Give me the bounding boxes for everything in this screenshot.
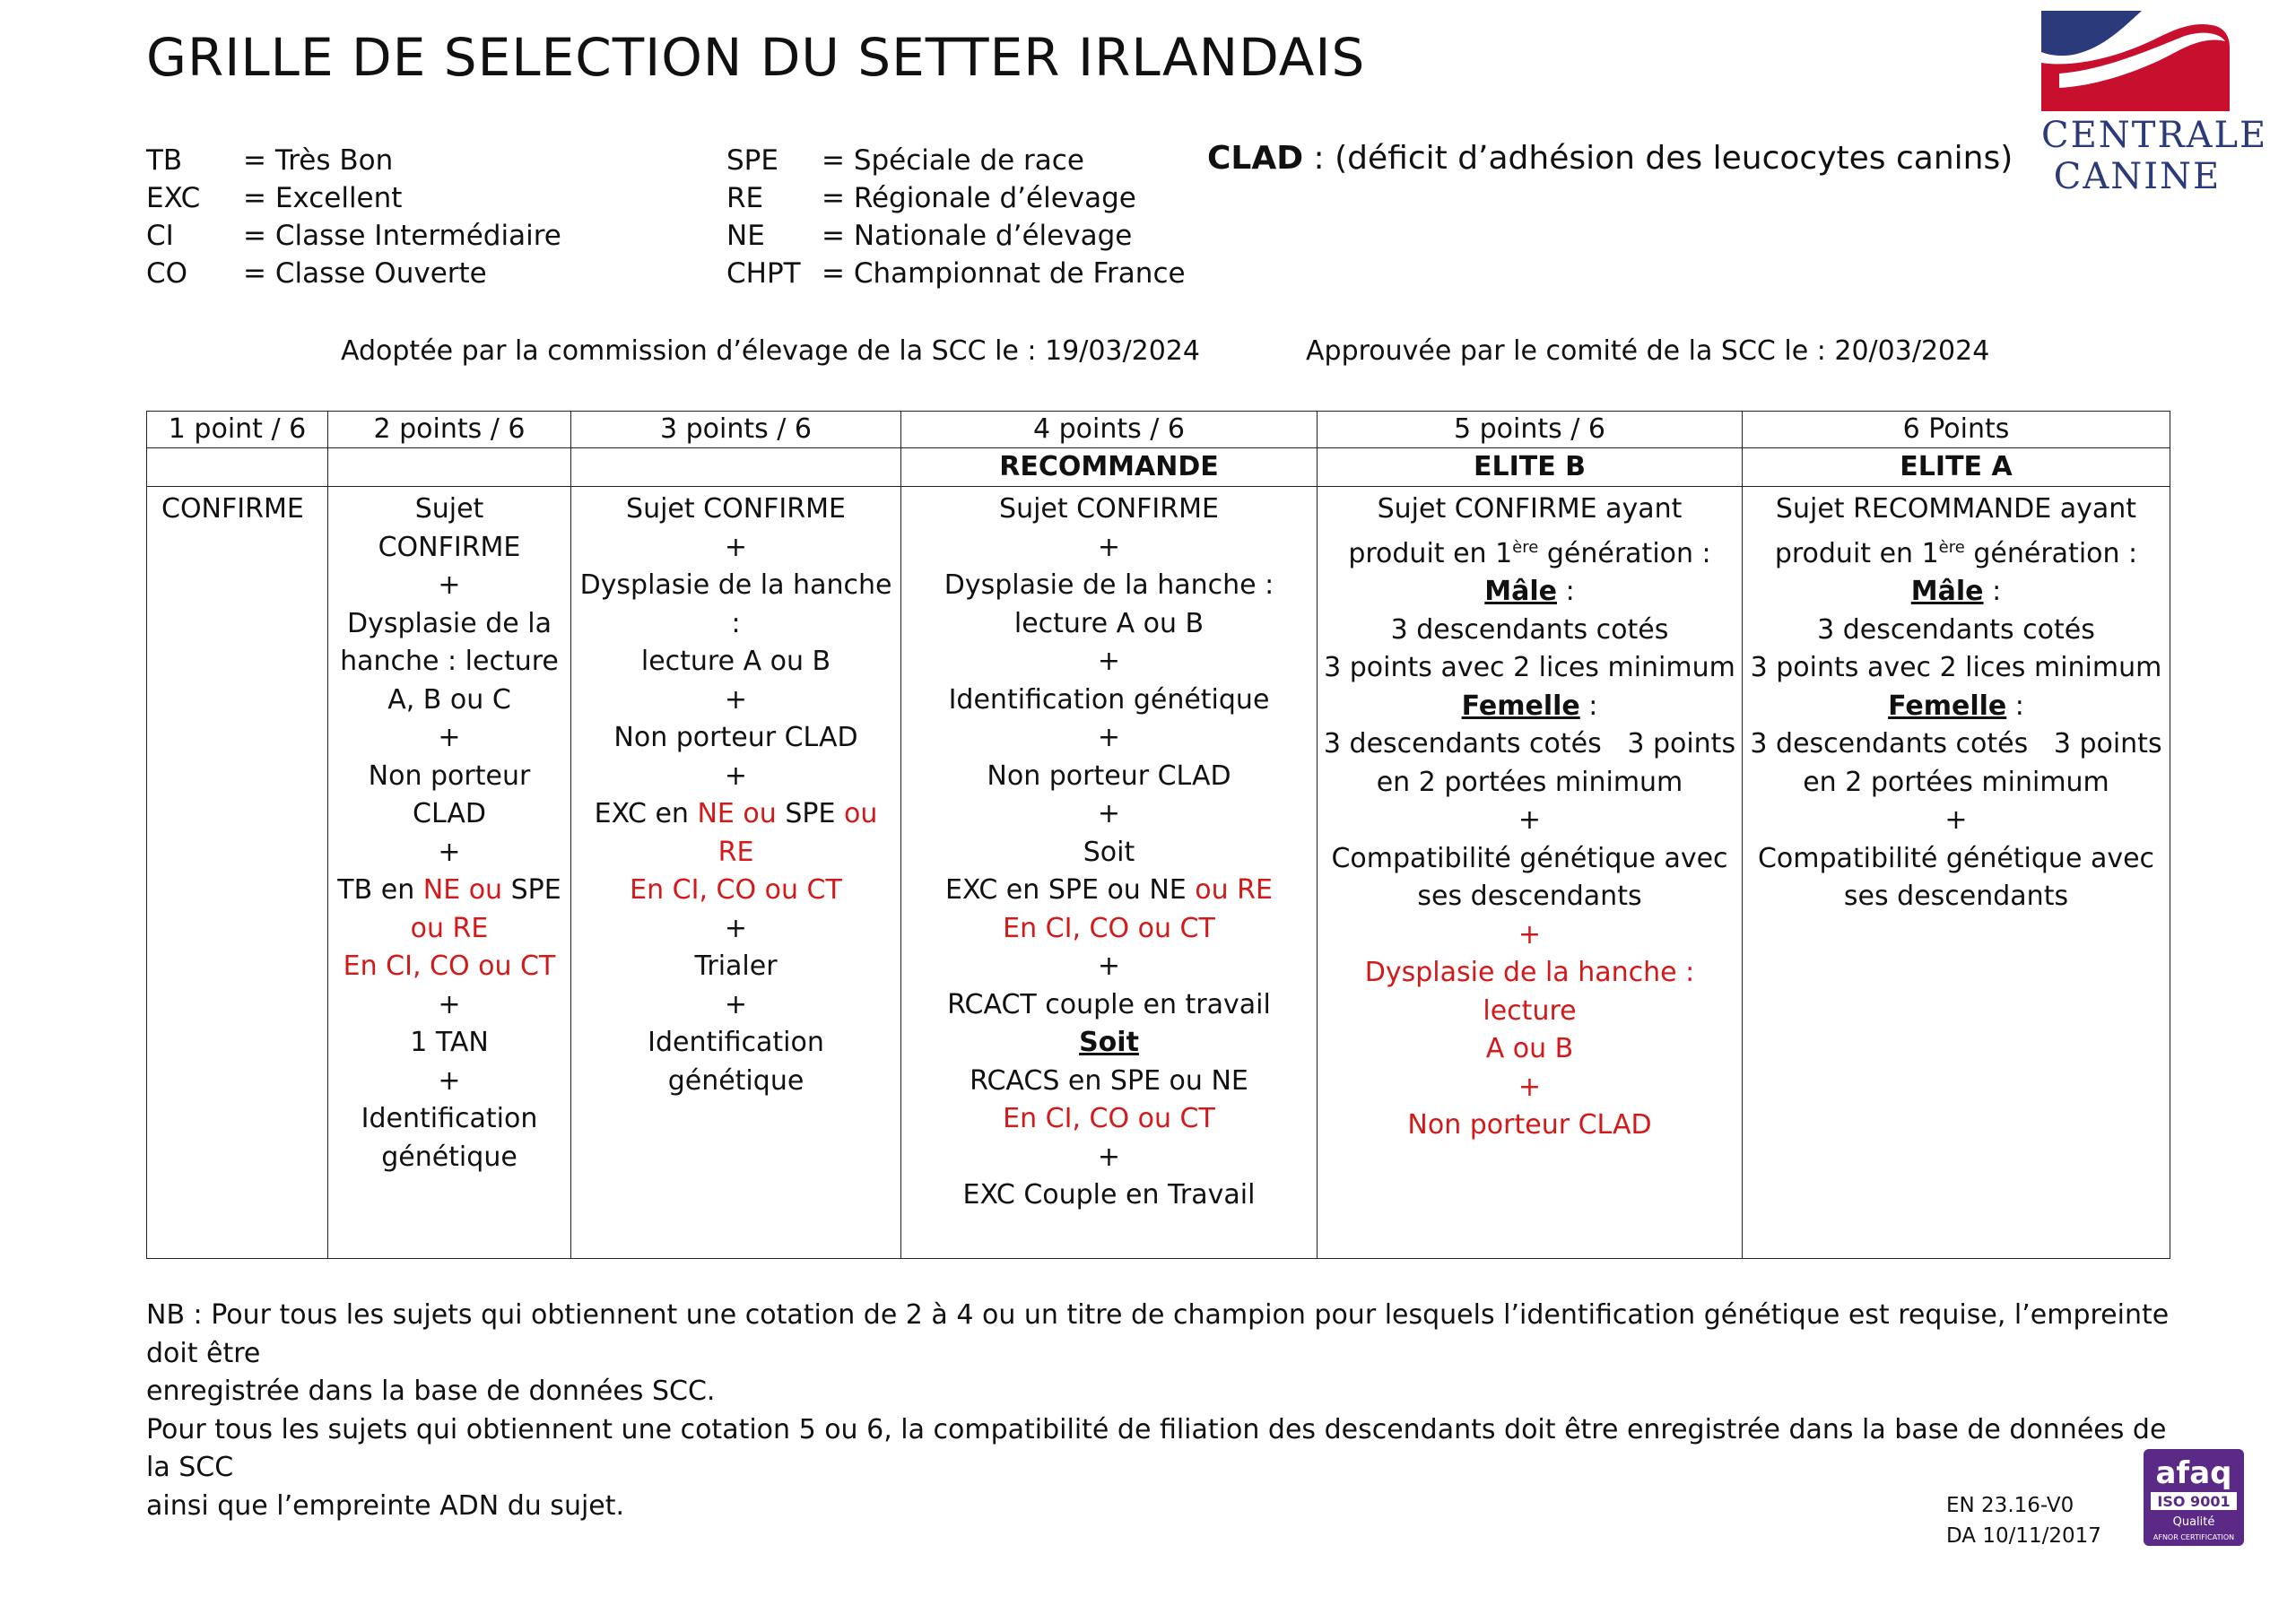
cell-line: En CI, CO ou CT: [1003, 1103, 1215, 1134]
cell-line: Sujet CONFIRME ayant: [1377, 493, 1683, 525]
header-row: [147, 412, 2170, 448]
cell-line: +: [724, 683, 748, 716]
cell-line: +: [724, 531, 748, 563]
cell-line: +: [1097, 531, 1121, 563]
cell-line: 3 descendants cotés: [1390, 613, 1669, 646]
legend-abbr: SPE: [726, 144, 778, 177]
cell-line: +: [1097, 1141, 1121, 1173]
legend-abbr: RE: [726, 182, 764, 214]
text-run: EXC en: [594, 798, 698, 829]
subheader-cell: [571, 448, 901, 487]
cell-line: 1 TAN: [410, 1027, 489, 1058]
nb-line: enregistrée dans la base de données SCC.: [146, 1376, 716, 1407]
cell-line: Sujet RECOMMANDE ayant: [1775, 493, 2137, 525]
legend-abbr: CO: [146, 257, 188, 290]
afaq-iso-logo: [2142, 1447, 2246, 1548]
subheader-cell: [328, 448, 571, 487]
cell-line: Dysplasie de la: [347, 607, 552, 639]
cell-line: +: [438, 1064, 461, 1097]
cell-line: +: [438, 836, 461, 868]
logo-line-1: CENTRALE: [2041, 115, 2268, 156]
cell-line: CONFIRME: [161, 493, 304, 525]
cell-line: en 2 portées minimum: [1376, 766, 1683, 798]
adopted-date: Adoptée par la commission d’élevage de la SCC le : 19/03/2024: [341, 335, 1200, 367]
legend-abbr: CHPT: [726, 257, 801, 290]
clad-def: : (déficit d’adhésion des leucocytes canins): [1303, 140, 2013, 177]
nb-line: Pour tous les sujets qui obtiennent une cotation 5 ou 6, la compatibilité de filiation des descendants doit être enregistrée dans la base de données de la SCC: [146, 1413, 2167, 1483]
cell-line: 3 descendants cotés 3 points: [1750, 728, 2162, 759]
page-title: GRILLE DE SELECTION DU SETTER IRLANDAIS: [146, 27, 1366, 88]
afaq-qualite: Qualité: [2172, 1515, 2215, 1529]
ref-date: DA 10/11/2017: [1946, 1524, 2101, 1548]
nb-line: NB : Pour tous les sujets qui obtiennent une cotation de 2 à 4 ou un titre de champion pour lesquels l’identification génétique est requise, l’empreinte doit être: [146, 1299, 2170, 1369]
cell-line: Non porteur: [368, 759, 531, 792]
cell-line: Soit: [1083, 836, 1135, 868]
superscript: ère: [1512, 537, 1539, 557]
cell-line: Identification: [361, 1103, 538, 1134]
centrale-canine-logo: [2041, 11, 2268, 199]
cell-line: [907, 872, 1311, 910]
legend-def: = Très Bon: [243, 144, 394, 177]
cell-line: EXC Couple en Travail: [962, 1179, 1256, 1211]
cell-line: hanche : lecture: [340, 646, 559, 677]
header-cell: 4 points / 6: [901, 412, 1318, 448]
female-label: Femelle: [1461, 690, 1580, 722]
text-run: génération :: [1964, 537, 2138, 569]
header-cell: 1 point / 6: [147, 412, 328, 448]
text-run: :: [1983, 576, 2002, 607]
ref-code: EN 23.16-V0: [1946, 1494, 2074, 1517]
cell-line: lecture A ou B: [640, 646, 831, 677]
cell-line: [1323, 573, 1736, 612]
legend-left: [146, 142, 561, 292]
cell-line: +: [1097, 798, 1121, 829]
logo-line-2: CANINE: [2053, 156, 2222, 197]
legend-def: = Classe Intermédiaire: [243, 220, 561, 252]
legend-abbr: TB: [146, 144, 183, 177]
criteria-cell-3: [571, 487, 901, 1259]
cell-line: [334, 872, 565, 910]
cell-line: [577, 795, 895, 834]
nb-line: ainsi que l’empreinte ADN du sujet.: [146, 1489, 625, 1522]
legend-def: = Spéciale de race: [822, 144, 1084, 177]
text-run: produit en 1: [1348, 537, 1513, 569]
cell-line: +: [1944, 804, 1968, 836]
cell-line: Trialer: [694, 950, 778, 982]
cell-line: +: [1518, 1071, 1542, 1103]
legend-abbr: NE: [726, 220, 765, 252]
cell-line: 3 points avec 2 lices minimum: [1750, 652, 2162, 683]
text-run-red: ou: [734, 798, 786, 829]
afaq-iso: ISO 9001: [2157, 1493, 2231, 1510]
criteria-cell-5: [1318, 487, 1743, 1259]
text-run-red: ou: [835, 798, 878, 829]
legend-abbr: CI: [146, 220, 174, 252]
text-run: génération :: [1538, 537, 1711, 569]
cell-line: RCACS en SPE ou NE: [970, 1064, 1248, 1097]
cell-line: [1323, 529, 1736, 574]
cell-line: En CI, CO ou CT: [630, 874, 842, 906]
criteria-cell-1: [147, 487, 328, 1259]
subheader-row: [147, 448, 2170, 487]
cell-line: Compatibilité génétique avec: [1757, 842, 2155, 874]
selection-grid: [146, 411, 2170, 1259]
cell-line: +: [1518, 918, 1542, 950]
afaq-name: afaq: [2155, 1455, 2232, 1491]
cell-line: Compatibilité génétique avec: [1331, 842, 1728, 874]
clad-abbr: CLAD: [1207, 140, 1304, 177]
cell-line: [1748, 529, 2164, 574]
header-cell: 2 points / 6: [328, 412, 571, 448]
cell-line: CLAD: [413, 798, 486, 829]
criteria-cell-4: [901, 487, 1318, 1259]
legend-def: = Excellent: [243, 182, 403, 214]
text-run-red: ou RE: [1195, 874, 1273, 906]
text-run: SPE: [785, 798, 836, 829]
text-run: produit en 1: [1774, 537, 1939, 569]
nb-note: [146, 1297, 2173, 1525]
legend-def: = Nationale d’élevage: [822, 220, 1133, 252]
cell-line: ses descendants: [1843, 881, 2069, 912]
cell-line: [1323, 688, 1736, 726]
cell-line: Identification génétique: [948, 683, 1270, 716]
text-run: :: [1557, 576, 1575, 607]
legend-def: = Régionale d’élevage: [822, 182, 1136, 214]
cell-line: +: [438, 722, 461, 753]
cell-line: ses descendants: [1417, 881, 1642, 912]
cell-line: +: [1097, 646, 1121, 677]
cell-line: Soit: [1079, 1027, 1139, 1058]
cell-line: Dysplasie de la hanche :: [579, 569, 892, 639]
cell-line: Non porteur CLAD: [613, 722, 858, 753]
cell-line: [1748, 688, 2164, 726]
cell-line: +: [724, 988, 748, 1020]
text-run-red: NE: [697, 798, 735, 829]
cell-line: [1748, 573, 2164, 612]
legend-abbr: EXC: [146, 182, 201, 214]
header-cell: 3 points / 6: [571, 412, 901, 448]
text-run: :: [1579, 690, 1598, 722]
afaq-badge-icon: [2142, 1447, 2246, 1548]
cell-line: En CI, CO ou CT: [343, 950, 556, 982]
cell-line: A ou B: [1485, 1033, 1574, 1064]
cell-line: en 2 portées minimum: [1803, 766, 2109, 798]
cell-line: +: [1097, 722, 1121, 753]
subheader-cell: [147, 448, 328, 487]
cell-line: génétique: [381, 1141, 517, 1173]
cell-line: +: [438, 569, 461, 601]
male-label: Mâle: [1484, 576, 1558, 607]
criteria-cell-2: [328, 487, 571, 1259]
header-cell: 6 Points: [1743, 412, 2170, 448]
cell-line: +: [438, 988, 461, 1020]
cell-line: lecture A ou B: [1013, 607, 1205, 639]
cell-line: Dysplasie de la hanche : lecture: [1364, 957, 1695, 1027]
cell-line: Identification: [648, 1027, 824, 1058]
legend-middle: [726, 142, 1186, 292]
cell-line: +: [724, 759, 748, 792]
cell-line: +: [1097, 950, 1121, 982]
cell-line: Sujet CONFIRME: [999, 493, 1219, 525]
female-label: Femelle: [1888, 690, 2007, 722]
cell-line: 3 descendants cotés: [1817, 613, 2095, 646]
cell-line: Sujet CONFIRME: [626, 493, 846, 525]
text-run-red: ou: [460, 874, 511, 906]
criteria-cell-6: [1743, 487, 2170, 1259]
cell-line: RCACT couple en travail: [947, 988, 1271, 1020]
header-cell: 5 points / 6: [1318, 412, 1743, 448]
cell-line: A, B ou C: [387, 683, 511, 716]
male-label: Mâle: [1910, 576, 1984, 607]
cell-line: +: [724, 912, 748, 944]
cell-line: En CI, CO ou CT: [1003, 912, 1215, 944]
text-run: SPE: [510, 874, 561, 906]
cell-line: Dysplasie de la hanche :: [944, 569, 1274, 601]
dog-logo-icon: [2041, 11, 2230, 111]
clad-definition: [1207, 140, 2013, 177]
cell-line: Non porteur CLAD: [987, 759, 1231, 792]
text-run: TB en: [337, 874, 423, 906]
criteria-row: [147, 487, 2170, 1259]
legend-def: = Championnat de France: [822, 257, 1186, 290]
afaq-cert: AFNOR CERTIFICATION: [2152, 1533, 2235, 1541]
subheader-cell: ELITE A: [1743, 448, 2170, 487]
subheader-cell: RECOMMANDE: [901, 448, 1318, 487]
text-run: EXC en SPE ou NE: [945, 874, 1196, 906]
cell-line: ou RE: [410, 912, 489, 944]
cell-line: génétique: [667, 1064, 804, 1097]
superscript: ère: [1938, 537, 1965, 557]
cell-line: +: [1518, 804, 1542, 836]
cell-line: 3 descendants cotés 3 points: [1323, 728, 1736, 759]
document-reference: [1946, 1490, 2101, 1551]
cell-line: Non porteur CLAD: [1407, 1109, 1652, 1141]
legend-def: = Classe Ouverte: [243, 257, 487, 290]
approved-date: Approuvée par le comité de la SCC le : 20/03/2024: [1306, 335, 1990, 367]
cell-line: RE: [718, 836, 754, 868]
text-run-red: NE: [422, 874, 461, 906]
cell-line: CONFIRME: [378, 531, 521, 563]
cell-line: 3 points avec 2 lices minimum: [1324, 652, 1735, 683]
text-run: :: [2006, 690, 2024, 722]
cell-line: Sujet: [414, 493, 484, 525]
subheader-cell: ELITE B: [1318, 448, 1743, 487]
